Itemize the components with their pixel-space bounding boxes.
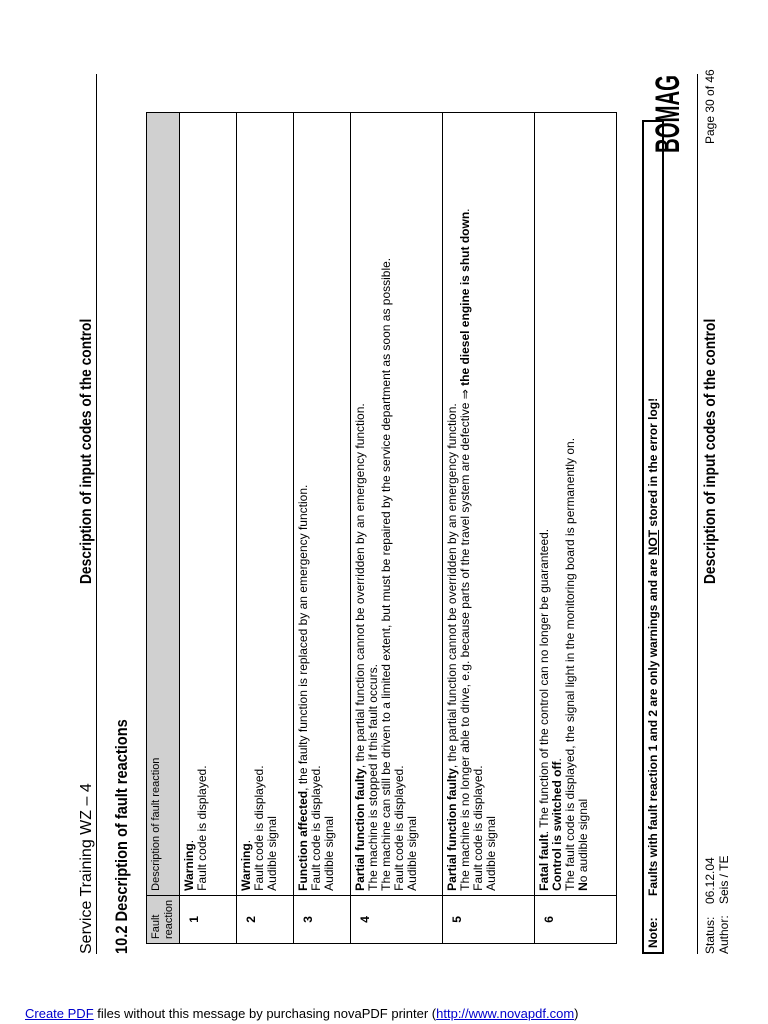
footer-rule — [697, 74, 698, 954]
svg-text:BOMAG: BOMAG — [649, 74, 686, 153]
author-value: Seis / TE — [717, 855, 731, 904]
fault-reaction-description: Warning. Fault code is displayed. Audible signal — [237, 113, 294, 896]
fault-reaction-table — [146, 112, 617, 944]
table-row — [351, 113, 443, 944]
fault-reaction-description: Function affected, the faulty function is replaced by an emergency function. Fault code is displayed. Audible signal — [294, 113, 351, 896]
header-left: Service Training WZ – 4 — [78, 783, 95, 954]
fault-reaction-description: Warning. Fault code is displayed. — [180, 113, 237, 896]
novapdf-banner: Create PDF files without this message by purchasing novaPDF printer (http://www.novapdf.com) — [25, 1006, 579, 1021]
table-row — [443, 113, 535, 944]
status-label: Status: — [703, 916, 717, 954]
note-label: Note: — [646, 917, 660, 948]
column-header-description: Description of fault reaction — [147, 113, 180, 896]
fault-reaction-number: 1 — [180, 895, 237, 943]
create-pdf-link[interactable]: Create PDF — [25, 1006, 94, 1021]
fault-reaction-number: 3 — [294, 895, 351, 943]
table-row — [535, 113, 617, 944]
page-number: Page 30 of 46 — [703, 69, 717, 144]
note-box — [642, 120, 664, 954]
fault-reaction-description: Partial function faulty, the partial function cannot be overridden by an emergency function. The machine is no longer able to drive, e.g. because parts of the travel system are defective ⇒ the diesel engine is shut down. Fault code is displayed. Audible signal — [443, 113, 535, 896]
table-row — [237, 113, 294, 944]
fault-reaction-number: 4 — [351, 895, 443, 943]
column-header-fault-reaction: Fault reaction — [147, 895, 180, 943]
footer-title: Description of input codes of the control — [702, 318, 719, 584]
table-row — [180, 113, 237, 944]
author-label: Author: — [717, 915, 731, 954]
note-text: Faults with fault reaction 1 and 2 are only warnings and are NOT stored in the error log! — [646, 397, 660, 896]
fault-reaction-description: Fatal fault. The function of the control can no longer be guaranteed. Control is switched off. The fault code is displayed, the signal light in the monitoring board is permanently on. No audible signal — [535, 113, 617, 896]
novapdf-link[interactable]: http://www.novapdf.com — [436, 1006, 575, 1021]
fault-reaction-number: 6 — [535, 895, 617, 943]
table-row — [294, 113, 351, 944]
fault-reaction-number: 5 — [443, 895, 535, 943]
header-title: Description of input codes of the control — [78, 318, 95, 584]
fault-reaction-number: 2 — [237, 895, 294, 943]
table-header-row — [147, 113, 180, 944]
fault-reaction-description: Partial function faulty, the partial function cannot be overridden by an emergency function. The machine is stopped if this fault occurs. The machine can still be driven to a limited extent, but must be repaired by the service department as soon as possible. Fault code is displayed. Audible signal — [351, 113, 443, 896]
status-value: 06.12.04 — [703, 857, 717, 904]
section-title: 10.2 Description of fault reactions — [112, 719, 131, 954]
header-rule — [96, 74, 97, 954]
